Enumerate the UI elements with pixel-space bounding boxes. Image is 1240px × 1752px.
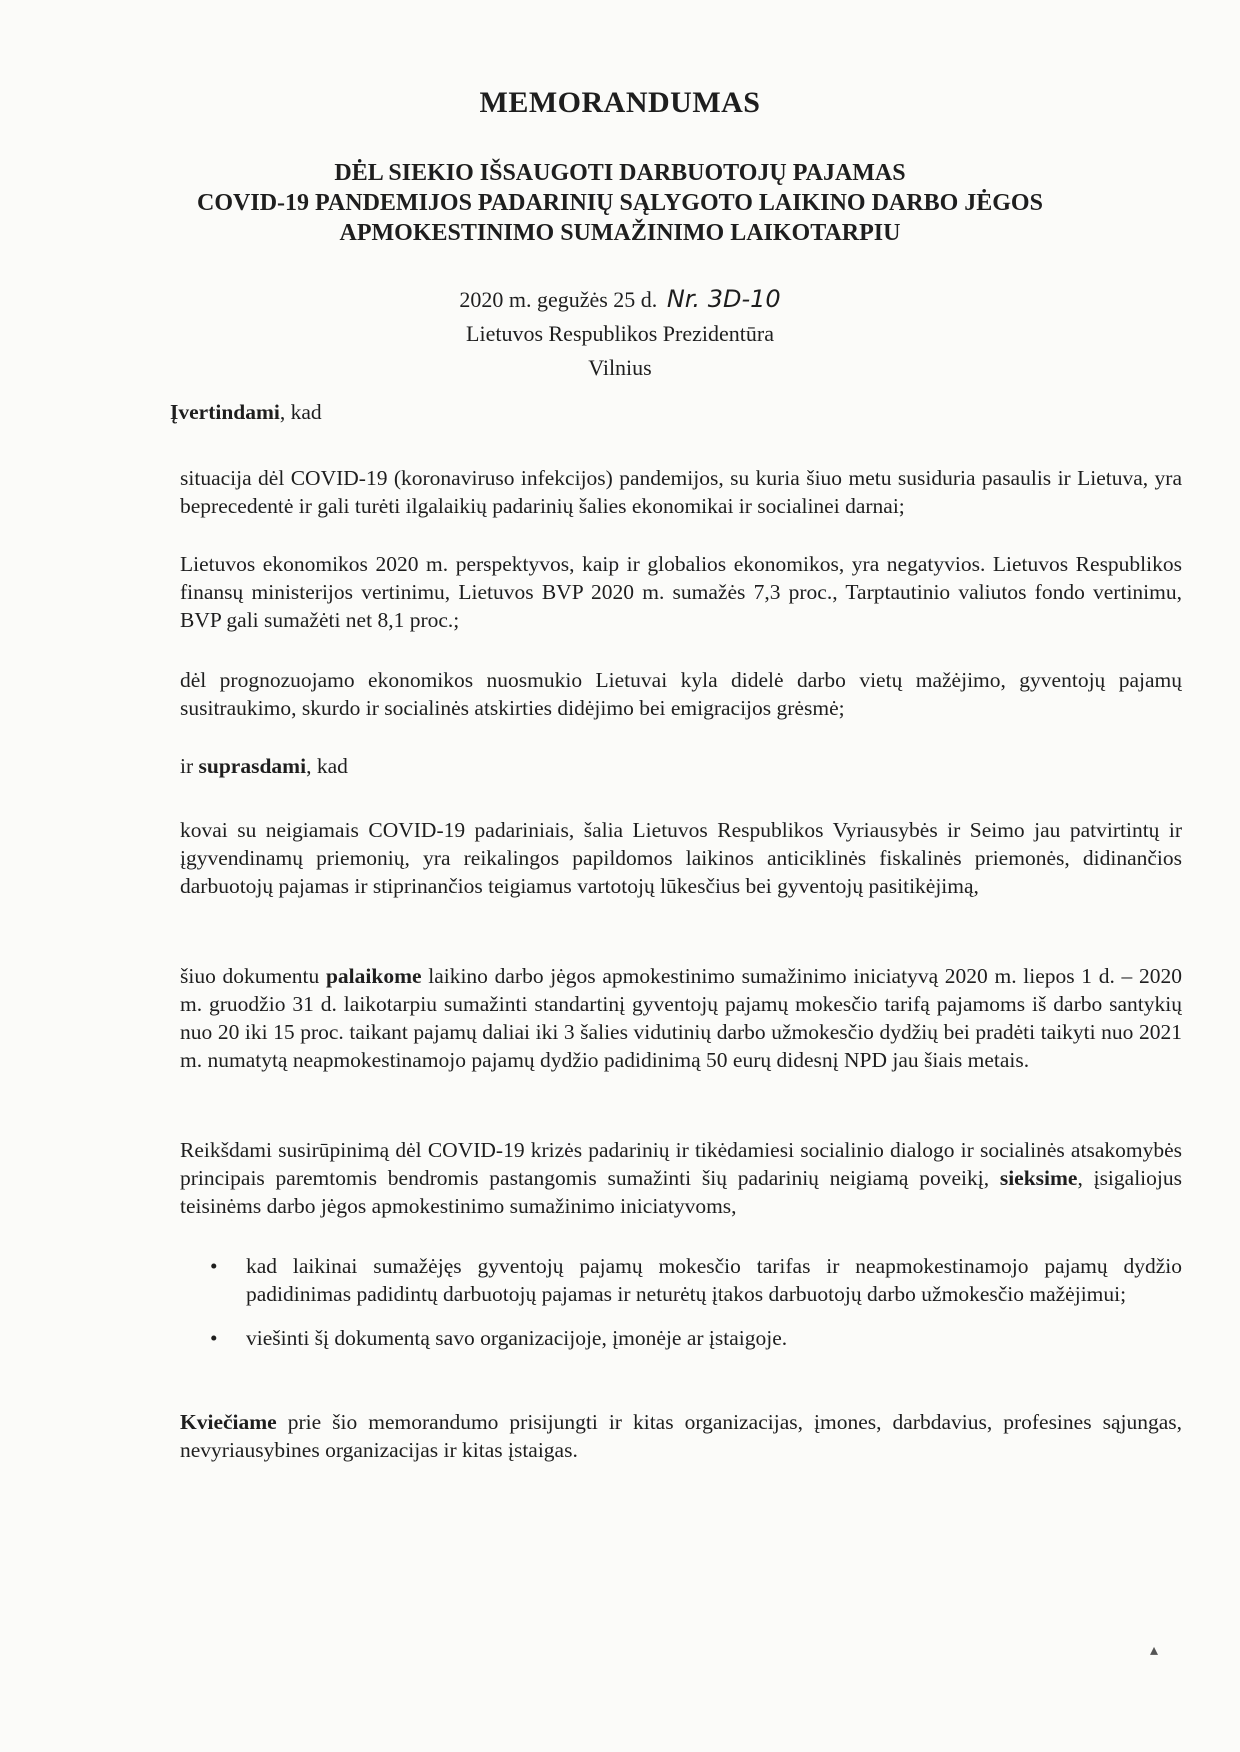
lead-rest-2: , kad <box>306 754 348 778</box>
list-item <box>210 1252 1182 1308</box>
list-item-text: viešinti šį dokumentą savo organizacijoje, įmonėje ar įstaigoje. <box>246 1326 788 1350</box>
list-item-text: kad laikinai sumažėjęs gyventojų pajamų mokesčio tarifas ir neapmokestinamojo pajamų dydžio padidinimas padidintų darbuotojų pajamas ir neturėtų įtakos darbuotojų darbo užmokesčio mažėjimui; <box>246 1254 1182 1306</box>
document-subtitle <box>0 158 1240 248</box>
paragraph-support <box>180 962 1182 1074</box>
lead-bold-2: suprasdami <box>198 754 307 778</box>
paragraph-threat: dėl prognozuojamo ekonomikos nuosmukio Lietuvai kyla didelė darbo vietų mažėjimo, gyventojų pajamų susitraukimo, skurdo ir socialinės atskirties didėjimo bei emigracijos grėsmė; <box>180 668 1182 720</box>
lead-phrase-1 <box>170 398 322 426</box>
issuing-city: Vilnius <box>588 355 652 380</box>
paragraph-concern <box>180 1136 1182 1220</box>
concern-rest: , įsigaliojus teisinėms darbo jėgos apmokestinimo sumažinimo iniciatyvoms, <box>180 1166 1182 1218</box>
date-and-number <box>0 282 1240 317</box>
paragraph-outlook: Lietuvos ekonomikos 2020 m. perspektyvos, kaip ir globalios ekonomikos, yra negatyvios. Lietuvos Respublikos finansų ministerijos vertinimu, Lietuvos BVP 2020 m. sumažės 7,3 proc., Tarptautinio valiutos fondo vertinimu, BVP gali sumažėti net 8,1 proc.; <box>180 552 1182 632</box>
document-title: MEMORANDUMAS <box>479 86 761 119</box>
dateline-block <box>0 282 1240 385</box>
issuing-institution: Lietuvos Respublikos Prezidentūra <box>466 321 774 346</box>
support-rest: laikino darbo jėgos apmokestinimo sumažinimo iniciatyvą 2020 m. liepos 1 d. – 2020 m. gruodžio 31 d. laikotarpiu sumažinti standartinį gyventojų pajamų mokesčio tarifą pajamoms iš darbo santykių nuo 20 iki 15 proc. taikant pajamų daliai iki 3 šalies vidutinių darbo užmokesčio dydžių bei pradėti taikyti nuo 2021 m. numatytą neapmokestinamojo pajamų dydžio padidinimą 50 eurų didesnį NPD jau šiais metais. <box>180 964 1182 1072</box>
support-bold: palaikome <box>325 964 422 988</box>
support-pre: šiuo dokumentu <box>180 964 326 988</box>
lead-pre-2: ir <box>180 754 199 778</box>
paragraph-situation: situacija dėl COVID-19 (koronaviruso infekcijos) pandemijos, su kuria šiuo metu susiduria pasaulis ir Lietuva, yra beprecedentė ir gali turėti ilgalaikių padarinių šalies ekonomikai ir socialinei darnai; <box>180 466 1182 518</box>
subtitle-line-2: COVID-19 PANDEMIJOS PADARINIŲ SĄLYGOTO LAIKINO DARBO JĖGOS <box>197 190 1043 216</box>
lead-phrase-2 <box>180 752 348 780</box>
subtitle-line-3: APMOKESTINIMO SUMAŽINIMO LAIKOTARPIU <box>339 220 901 246</box>
invitation-bold: Kviečiame <box>180 1410 277 1434</box>
list-item <box>210 1324 1182 1352</box>
scan-speck: ▴ <box>1150 1640 1159 1659</box>
lead-rest-1: , kad <box>279 400 322 424</box>
bullet-glyph: • <box>210 1254 218 1278</box>
bullet-glyph: • <box>210 1326 218 1350</box>
handwritten-document-number: Nr. 3D-10 <box>666 285 781 313</box>
concern-pre: Reikšdami susirūpinimą dėl COVID-19 krizės padarinių ir tikėdamiesi socialinio dialogo ir socialinės atsakomybės principais paremtomis bendromis pastangomis sumažinti šių padarinių neigiamą poveikį, <box>180 1138 1182 1190</box>
document-date: 2020 m. gegužės 25 d. <box>459 287 658 312</box>
paragraph-invitation <box>180 1408 1182 1464</box>
invitation-rest: prie šio memorandumo prisijungti ir kitas organizacijas, įmones, darbdavius, profesines sąjungas, nevyriausybines organizacijas ir kitas įstaigas. <box>180 1410 1182 1462</box>
subtitle-line-1: DĖL SIEKIO IŠSAUGOTI DARBUOTOJŲ PAJAMAS <box>334 160 906 186</box>
commitments-list <box>210 1252 1182 1352</box>
paragraph-measures: kovai su neigiamais COVID-19 padariniais, šalia Lietuvos Respublikos Vyriausybės ir Seimo jau patvirtintų ir įgyvendinamų priemonių, yra reikalingos papildomos laikinos anticiklinės fiskalinės priemonės, didinančios darbuotojų pajamas ir stiprinančios teigiamus vartotojų lūkesčius bei gyventojų pasitikėjimą, <box>180 818 1182 898</box>
lead-bold-1: Įvertindami <box>170 400 280 424</box>
concern-bold: sieksime <box>999 1166 1078 1190</box>
